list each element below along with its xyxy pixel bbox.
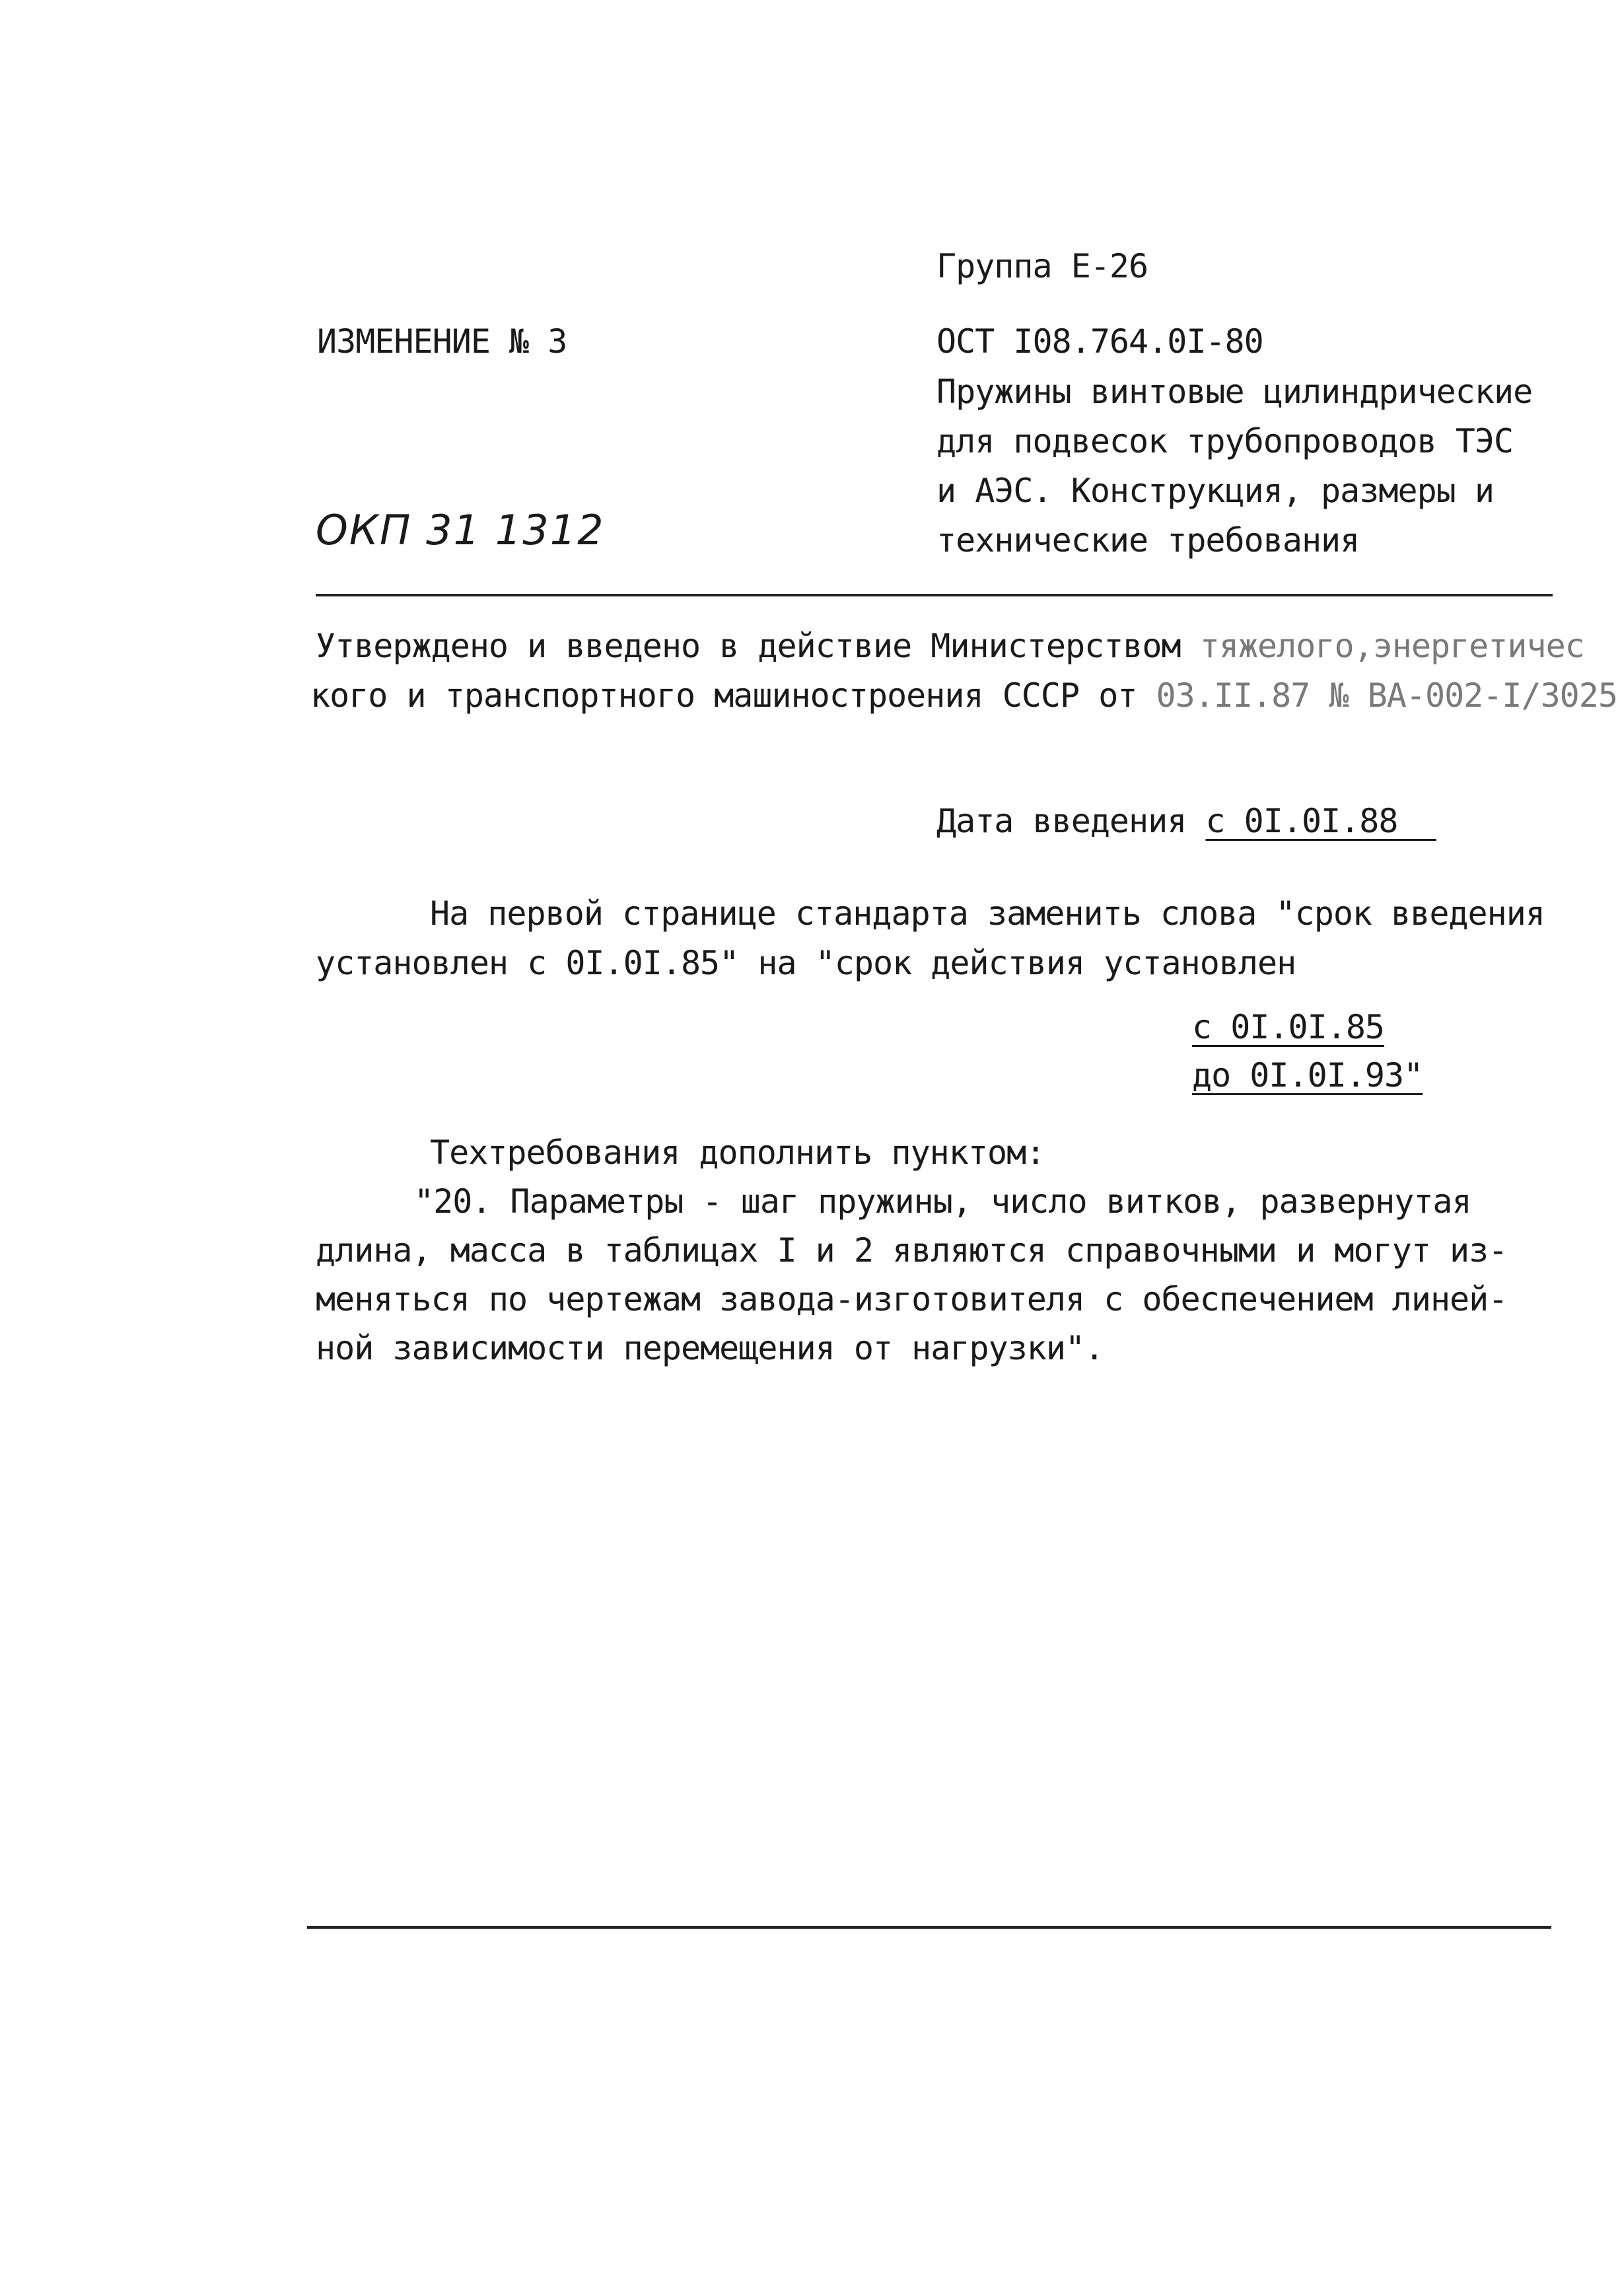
approval-faint-text: тяжелого,энергетичес xyxy=(1199,627,1584,665)
body-line: ной зависимости перемещения от нагрузки". xyxy=(316,1329,1104,1367)
standard-title-line: для подвесок трубопроводов ТЭС xyxy=(936,422,1514,460)
body-line: длина, масса в таблицах I и 2 являются справочными и могут из- xyxy=(316,1231,1508,1270)
validity-from: с 0I.0I.85 xyxy=(1192,1008,1385,1046)
approval-line xyxy=(316,629,1584,663)
standard-title-line: Пружины винтовые цилиндрические xyxy=(936,373,1533,411)
body-line: На первой странице стандарта заменить слова "срок введения xyxy=(430,894,1545,933)
effective-date xyxy=(936,802,1436,840)
approval-line xyxy=(310,676,1617,715)
group-label: Группа Е-26 xyxy=(936,247,1148,285)
approval-text: кого и транспортного машиностроения СССР от xyxy=(310,676,1137,715)
effective-date-label: Дата введения xyxy=(936,802,1187,840)
okp-handwritten-code: ОКП 31 1312 xyxy=(316,506,605,554)
body-line: Техтребования дополнить пунктом: xyxy=(430,1133,1045,1172)
standard-title-line: технические требования xyxy=(936,521,1360,559)
body-line: меняться по чертежам завода-изготовителя с обеспечением линей- xyxy=(316,1280,1508,1318)
body-line: установлен с 0I.0I.85" на "срок действия установлен xyxy=(316,944,1296,982)
standard-code: ОСТ I08.764.0I-80 xyxy=(936,322,1263,361)
approval-faint-text: 03.II.87 № ВА-002-I/3025 xyxy=(1156,676,1617,715)
header-divider xyxy=(316,594,1553,596)
standard-title-line: и АЭС. Конструкция, размеры и xyxy=(936,472,1494,510)
change-number: ИЗМЕНЕНИЕ № 3 xyxy=(317,322,567,361)
approval-text: Утверждено и введено в действие Министерством xyxy=(316,627,1181,665)
body-line: "20. Параметры - шаг пружины, число витков, развернутая xyxy=(414,1182,1471,1221)
validity-to: до 0I.0I.93" xyxy=(1192,1056,1423,1094)
footer-divider xyxy=(307,1926,1551,1929)
effective-date-value: с 0I.0I.88 xyxy=(1205,802,1398,840)
